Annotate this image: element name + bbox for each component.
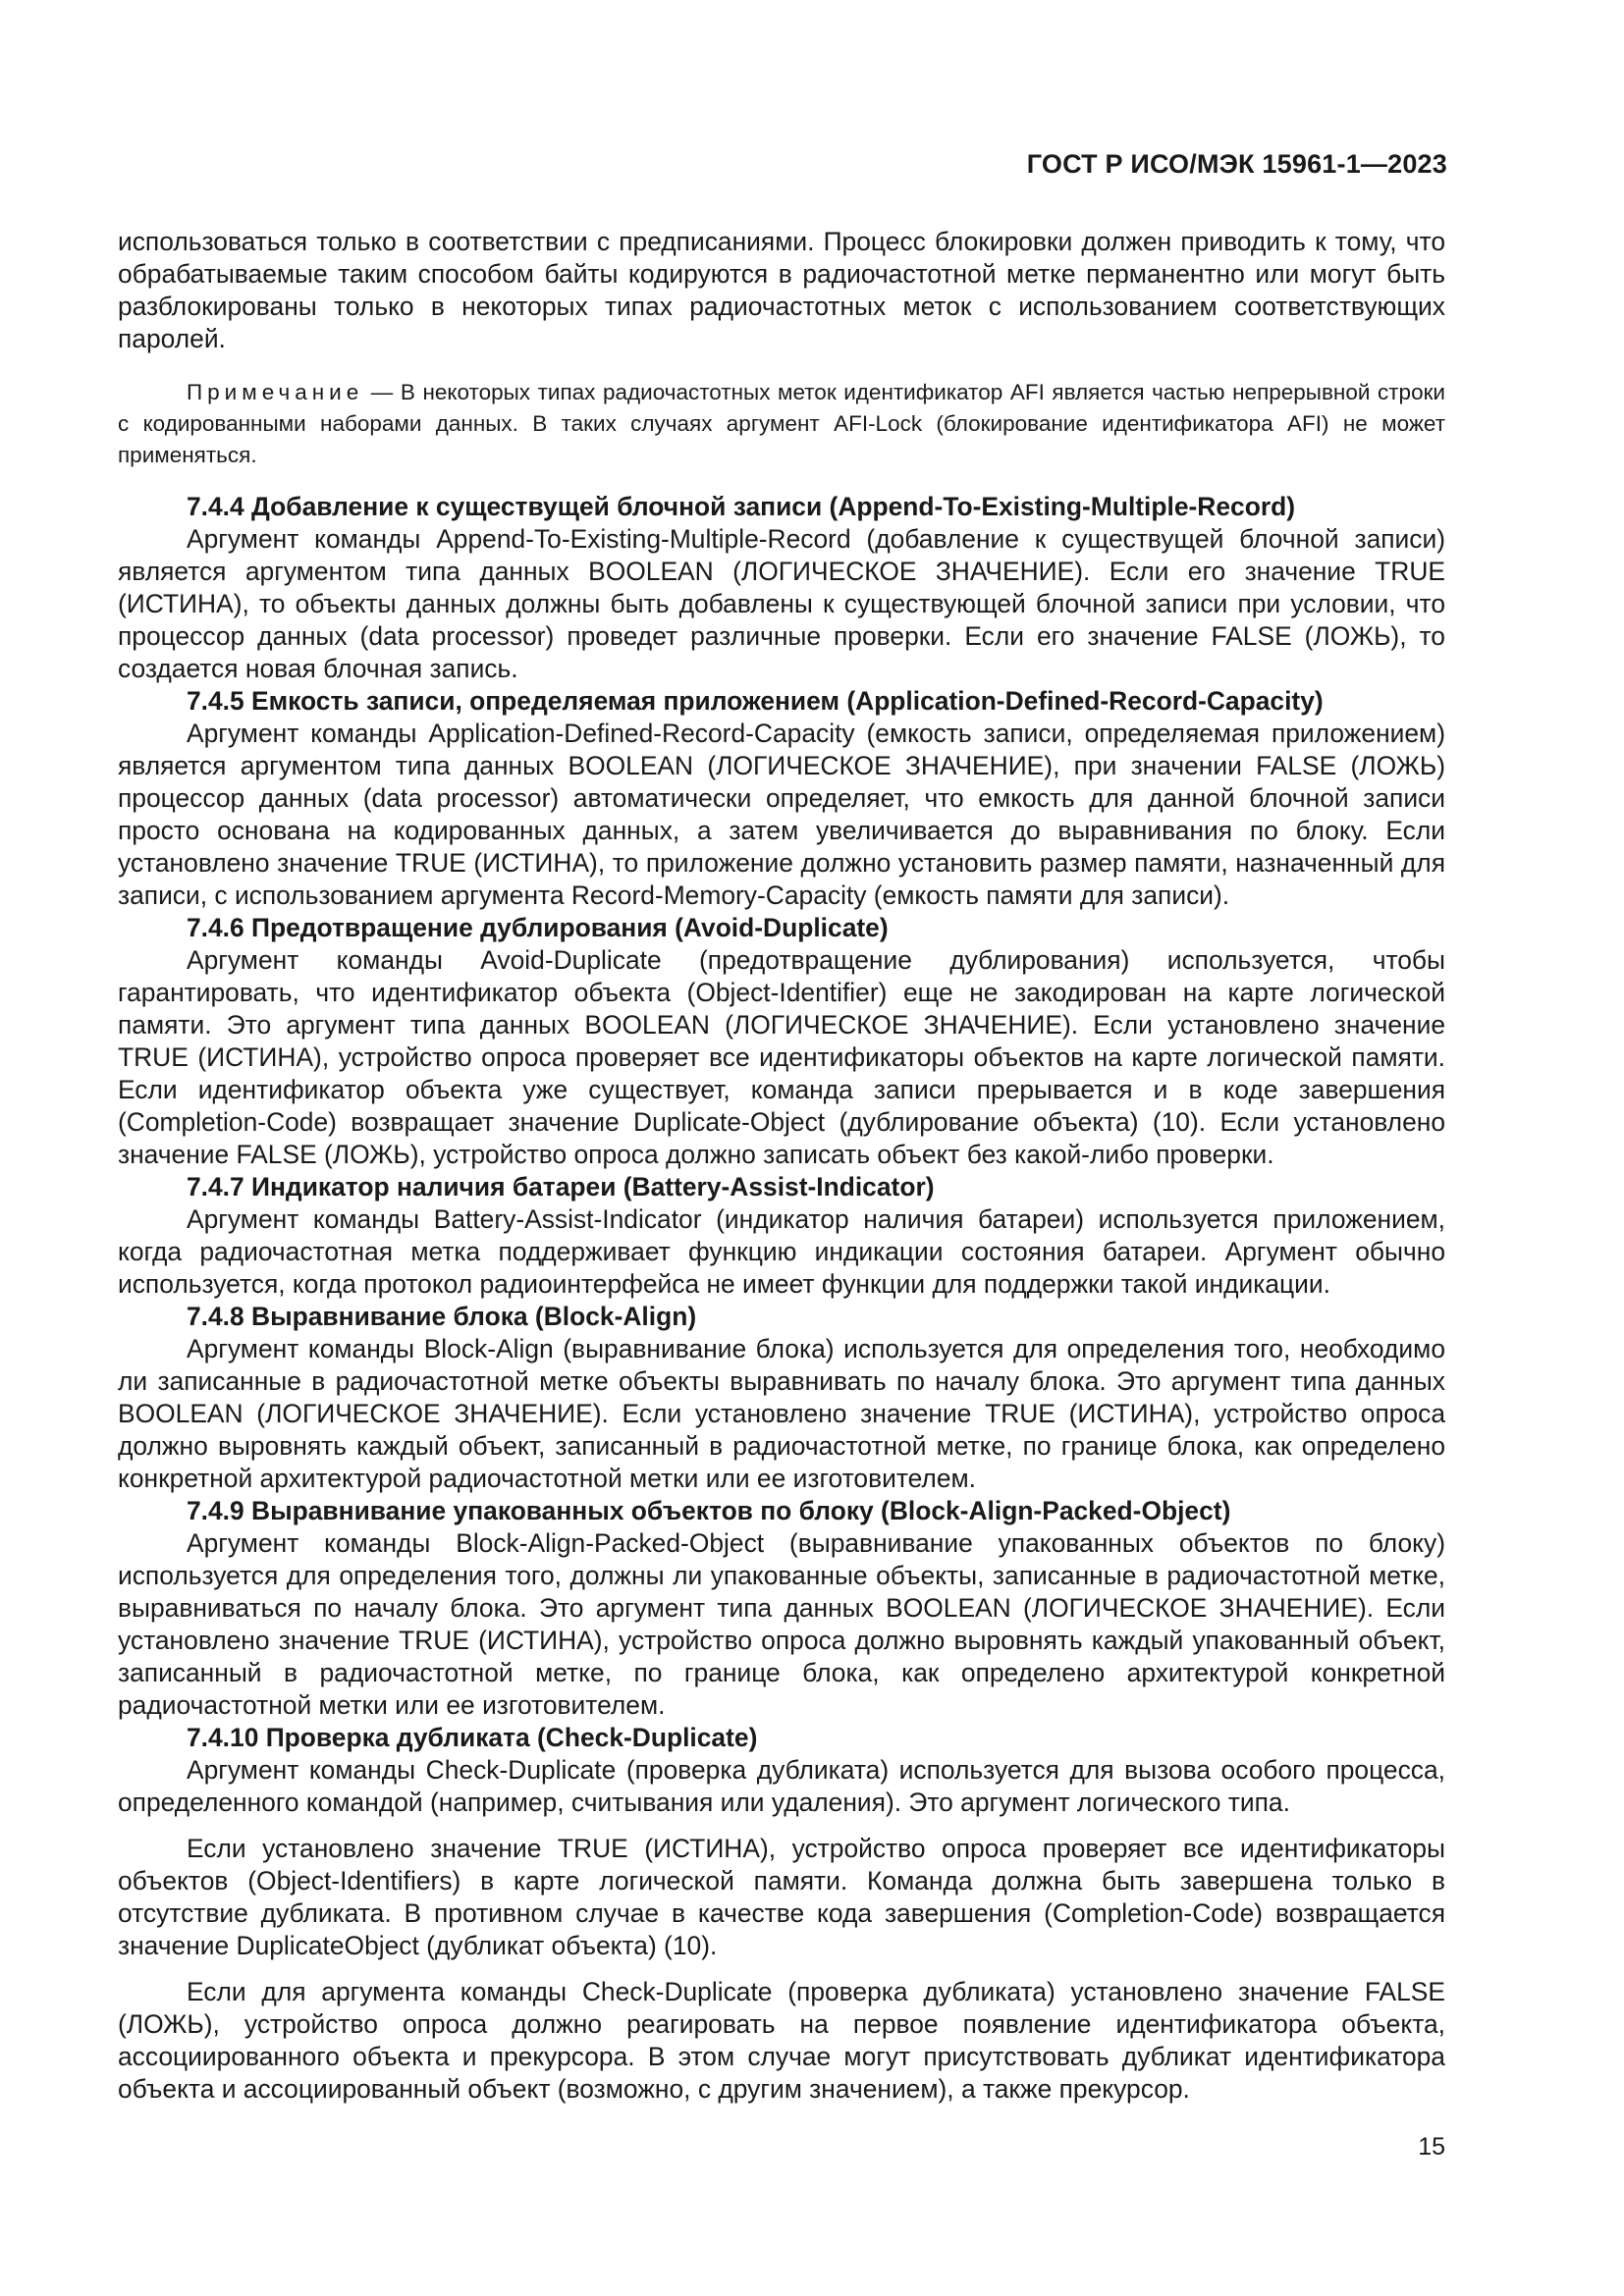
section-paragraph: Если для аргумента команды Check-Duplicate (проверка дубликата) установлено значение FALSE (ЛОЖЬ), устройство опроса должно реагировать на первое появление идентификатора объекта, ассоциированного объекта и прекурсора. В этом случае могут присутствовать дубликат идентификатора объекта и ассоциированный объект (возможно, с другим значением), а также прекурсор.	[118, 1977, 1445, 2104]
section-paragraph: Аргумент команды Avoid-Duplicate (предотвращение дублирования) используется, чтобы гарантировать, что идентификатор объекта (Object-Identifier) еще не закодирован на карте логической памяти. Это аргумент типа данных BOOLEAN (ЛОГИЧЕСКОЕ ЗНАЧЕНИЕ). Если установлено значение TRUE (ИСТИНА), устройство опроса проверяет все идентификаторы объектов на карте логической памяти. Если идентификатор объекта уже существует, команда записи прерывается и в коде завершения (Completion-Code) возвращает значение Duplicate-Object (дублирование объекта) (10). Если установлено значение FALSE (ЛОЖЬ), устройство опроса должно записать объект без какой-либо проверки.	[118, 945, 1445, 1169]
note-text: — В некоторых типах радиочастотных меток идентификатор AFI является частью непрерывной строки с кодированными наборами данных. В таких случаях аргумент AFI-Lock (блокирование идентификатора AFI) не может применяться.	[118, 380, 1445, 467]
document-id-header: ГОСТ Р ИСО/МЭК 15961-1—2023	[1026, 149, 1447, 179]
section-paragraph: Аргумент команды Battery-Assist-Indicator (индикатор наличия батареи) используется приложением, когда радиочастотная метка поддерживает функцию индикации состояния батареи. Аргумент обычно используется, когда протокол радиоинтерфейса не имеет функции для поддержки такой индикации.	[118, 1204, 1445, 1299]
intro-paragraph: использоваться только в соответствии с предписаниями. Процесс блокировки должен приводить к тому, что обрабатываемые таким способом байты кодируются в радиочастотной метке перманентно или могут быть разблокированы только в некоторых типах радиочастотных меток с использованием соответствующих паролей.	[118, 227, 1445, 353]
page-number: 15	[1418, 2133, 1445, 2161]
page-body	[118, 226, 1445, 2106]
section-heading-7-4-7: 7.4.7 Индикатор наличия батареи (Battery-Assist-Indicator)	[187, 1172, 935, 1201]
section-heading-7-4-4: 7.4.4 Добавление к существущей блочной записи (Append-To-Existing-Multiple-Record)	[187, 492, 1296, 521]
section-paragraph: Если установлено значение TRUE (ИСТИНА), устройство опроса проверяет все идентификаторы объектов (Object-Identifiers) в карте логической памяти. Команда должна быть завершена только в отсутствие дубликата. В противном случае в качестве кода завершения (Completion-Code) возвращается значение DuplicateObject (дубликат объекта) (10).	[118, 1834, 1445, 1960]
section-paragraph: Аргумент команды Append-To-Existing-Multiple-Record (добавление к существущей блочной записи) является аргументом типа данных BOOLEAN (ЛОГИЧЕСКОЕ ЗНАЧЕНИЕ). Если его значение TRUE (ИСТИНА), то объекты данных должны быть добавлены к существующей блочной записи при условии, что процессор данных (data processor) проведет различные проверки. Если его значение FALSE (ЛОЖЬ), то создается новая блочная запись.	[118, 524, 1445, 683]
section-paragraph: Аргумент команды Application-Defined-Record-Capacity (емкость записи, определяемая приложением) является аргументом типа данных BOOLEAN (ЛОГИЧЕСКОЕ ЗНАЧЕНИЕ), при значении FALSE (ЛОЖЬ) процессор данных (data processor) автоматически определяет, что емкость для данной блочной записи просто основана на кодированных данных, а затем увеличивается до выравнивания по блоку. Если установлено значение TRUE (ИСТИНА), то приложение должно установить размер памяти, назначенный для записи, с использованием аргумента Record-Memory-Capacity (емкость памяти для записи).	[118, 719, 1445, 910]
section-paragraph: Аргумент команды Block-Align-Packed-Object (выравнивание упакованных объектов по блоку) используется для определения того, должны ли упакованные объекты, записанные в радиочастотной метке, выравниваться по началу блока. Это аргумент типа данных BOOLEAN (ЛОГИЧЕСКОЕ ЗНАЧЕНИЕ). Если установлено значение TRUE (ИСТИНА), устройство опроса должно выровнять каждый упакованный объект, записанный в радиочастотной метке, по границе блока, как определено архитектурой конкретной радиочастотной метки или ее изготовителем.	[118, 1528, 1445, 1720]
section-heading-7-4-6: 7.4.6 Предотвращение дублирования (Avoid-Duplicate)	[187, 913, 889, 942]
note-label: Примечание	[187, 380, 364, 404]
section-heading-7-4-10: 7.4.10 Проверка дубликата (Check-Duplicate)	[187, 1723, 758, 1752]
section-heading-7-4-9: 7.4.9 Выравнивание упакованных объектов по блоку (Block-Align-Packed-Object)	[187, 1496, 1231, 1525]
section-heading-7-4-5: 7.4.5 Емкость записи, определяемая приложением (Application-Defined-Record-Capacity)	[187, 686, 1324, 716]
section-paragraph: Аргумент команды Check-Duplicate (проверка дубликата) используется для вызова особого процесса, определенного командой (например, считывания или удаления). Это аргумент логического типа.	[118, 1755, 1445, 1817]
section-paragraph: Аргумент команды Block-Align (выравнивание блока) используется для определения того, необходимо ли записанные в радиочастотной метке объекты выравнивать по началу блока. Это аргумент типа данных BOOLEAN (ЛОГИЧЕСКОЕ ЗНАЧЕНИЕ). Если установлено значение TRUE (ИСТИНА), устройство опроса должно выровнять каждый объект, записанный в радиочастотной метке, по границе блока, как определено конкретной архитектурой радиочастотной метки или ее изготовителем.	[118, 1334, 1445, 1493]
section-heading-7-4-8: 7.4.8 Выравнивание блока (Block-Align)	[187, 1302, 697, 1331]
note-block	[118, 377, 1445, 471]
